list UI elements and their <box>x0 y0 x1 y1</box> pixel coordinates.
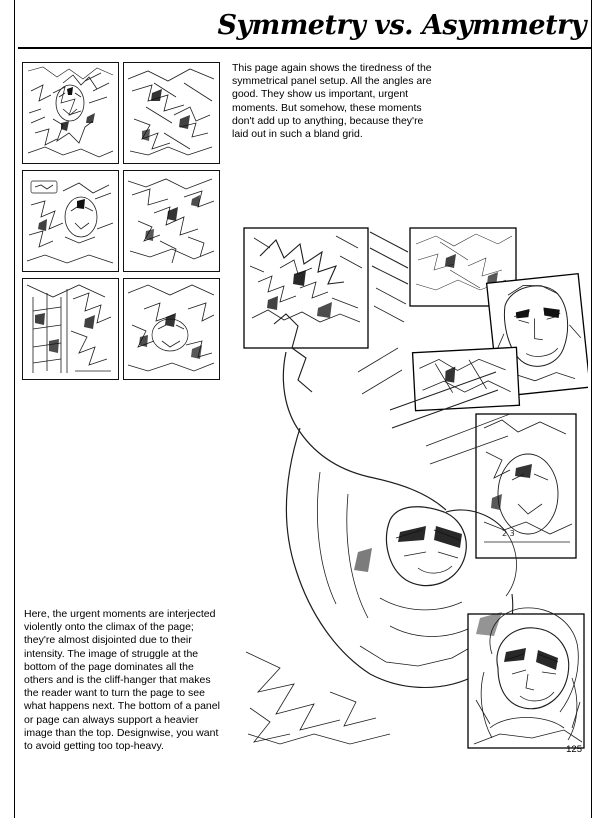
thumbnail-panel-3 <box>22 170 119 272</box>
rubble <box>246 652 390 744</box>
page-right-rule <box>591 0 592 818</box>
woman-panel <box>468 608 584 748</box>
page-number: 125 <box>566 744 582 755</box>
page-title: Symmetry vs. Asymmetry <box>217 10 586 41</box>
inset-panel <box>476 414 576 558</box>
thumbnail-row <box>22 278 220 378</box>
paragraph-bottom-left: Here, the urgent moments are interjected violently onto the climax of the page; they're almost disjointed due to their intensity. The image of struggle at the bottom of the page dominates all the others and is the cliff-hanger that makes the reader want to turn the page to see what happens next. The bottom of a panel or page can always support a heavier image than the top. Designwise, you want to avoid getting too top-heavy. <box>24 608 220 753</box>
thumbnail-panel-4 <box>123 170 220 272</box>
thumbnail-panel-6 <box>123 278 220 380</box>
speed-lines <box>370 232 408 322</box>
thumbnail-panel-5 <box>22 278 119 380</box>
thumbnail-row <box>22 170 220 270</box>
title-divider <box>18 47 591 49</box>
paragraph-top-right: This page again shows the tiredness of the symmetrical panel setup. All the angles are good. They show us important, urgent moments. But somehow, these moments don't add up to anything, because they're laid out in such a bland grid. <box>232 62 432 141</box>
thumbnail-panel-2 <box>123 62 220 164</box>
asymmetrical-comic-page-art <box>240 222 588 750</box>
thumbnail-panel-1 <box>22 62 119 164</box>
svg-text:2 3: 2 3 <box>502 529 515 538</box>
page-left-rule <box>14 0 15 818</box>
burst-panel <box>244 228 368 348</box>
symmetrical-grid-thumbnail <box>22 62 220 382</box>
thumbnail-row <box>22 62 220 162</box>
